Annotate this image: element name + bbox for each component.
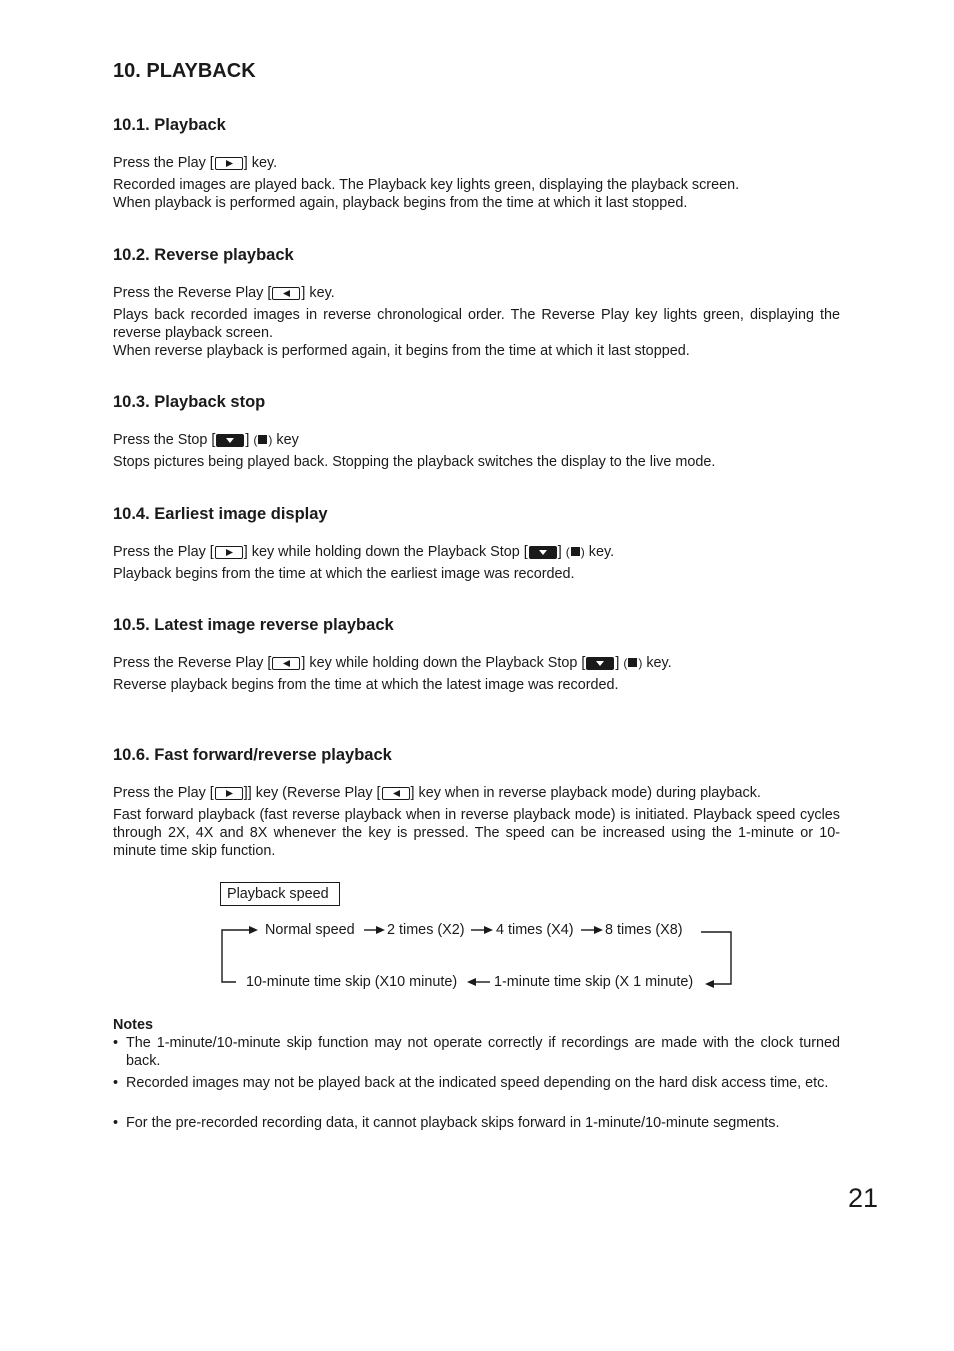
paragraph: Stops pictures being played back. Stopping the playback switches the display to the live mode. (113, 454, 716, 470)
playback-speed-box: Playback speed (220, 882, 340, 906)
x4-speed-label: 4 times (X4) (496, 922, 574, 938)
paragraph: When reverse playback is performed again, it begins from the time at which it last stopped. (113, 343, 690, 359)
note-item: • For the pre-recorded recording data, it cannot playback skips forward in 1-minute/10-minute segments. (113, 1115, 780, 1131)
section-heading-earliest-image: 10.4. Earliest image display (113, 505, 328, 523)
notes-title: Notes (113, 1017, 153, 1033)
bullet: • (113, 1075, 119, 1091)
bullet: • (113, 1115, 119, 1131)
instruction-line: Press the Play [ ] key while holding down the Playback Stop [ ] ( ) key. (113, 544, 615, 560)
section-heading-fast-forward: 10.6. Fast forward/reverse playback (113, 746, 392, 764)
section-heading-latest-image: 10.5. Latest image reverse playback (113, 616, 394, 634)
paragraph: Reverse playback begins from the time at which the latest image was recorded. (113, 677, 619, 693)
paragraph: Playback begins from the time at which the earliest image was recorded. (113, 566, 575, 582)
instruction-line: Press the Reverse Play [ ] key while holding down the Playback Stop [ ] ( ) key. (113, 655, 672, 671)
paragraph: Fast forward playback (fast reverse playback when in reverse playback mode) is initiated. Playback speed cycles through 2X, 4X and 8X whenever the key is pressed. The speed can be increased using the 1-minute or 10-minute time skip function. (113, 807, 840, 859)
paragraph: Plays back recorded images in reverse chronological order. The Reverse Play key lights green, displaying the reverse playback screen. (113, 307, 840, 341)
instruction-line: Press the Play [ ]] key (Reverse Play [ ] key when in reverse playback mode) during playback. (113, 785, 761, 801)
instruction-line: Press the Play [ ] key. (113, 155, 278, 171)
instruction-line: Press the Stop [ ] ( ) key (113, 432, 299, 448)
section-heading-playback: 10.1. Playback (113, 116, 226, 134)
skip1-label: 1-minute time skip (X 1 minute) (494, 974, 694, 990)
normal-speed-label: Normal speed (265, 922, 355, 938)
section-heading-reverse-playback: 10.2. Reverse playback (113, 246, 294, 264)
section-heading-playback-stop: 10.3. Playback stop (113, 393, 266, 411)
skip10-label: 10-minute time skip (X10 minute) (246, 974, 458, 990)
note-item: • Recorded images may not be played back at the indicated speed depending on the hard disk access time, etc. (113, 1075, 829, 1091)
note-item: • The 1-minute/10-minute skip function may not operate correctly if recordings are made with the clock turned back. (113, 1035, 840, 1069)
x2-speed-label: 2 times (X2) (387, 922, 465, 938)
page-title: 10. PLAYBACK (113, 60, 256, 82)
page-number: 21 (848, 1183, 879, 1213)
bullet: • (113, 1035, 119, 1051)
paragraph: Recorded images are played back. The Playback key lights green, displaying the playback screen. (113, 177, 740, 193)
x8-speed-label: 8 times (X8) (605, 922, 683, 938)
paragraph: When playback is performed again, playback begins from the time at which it last stopped. (113, 195, 688, 211)
instruction-line: Press the Reverse Play [ ] key. (113, 285, 335, 301)
